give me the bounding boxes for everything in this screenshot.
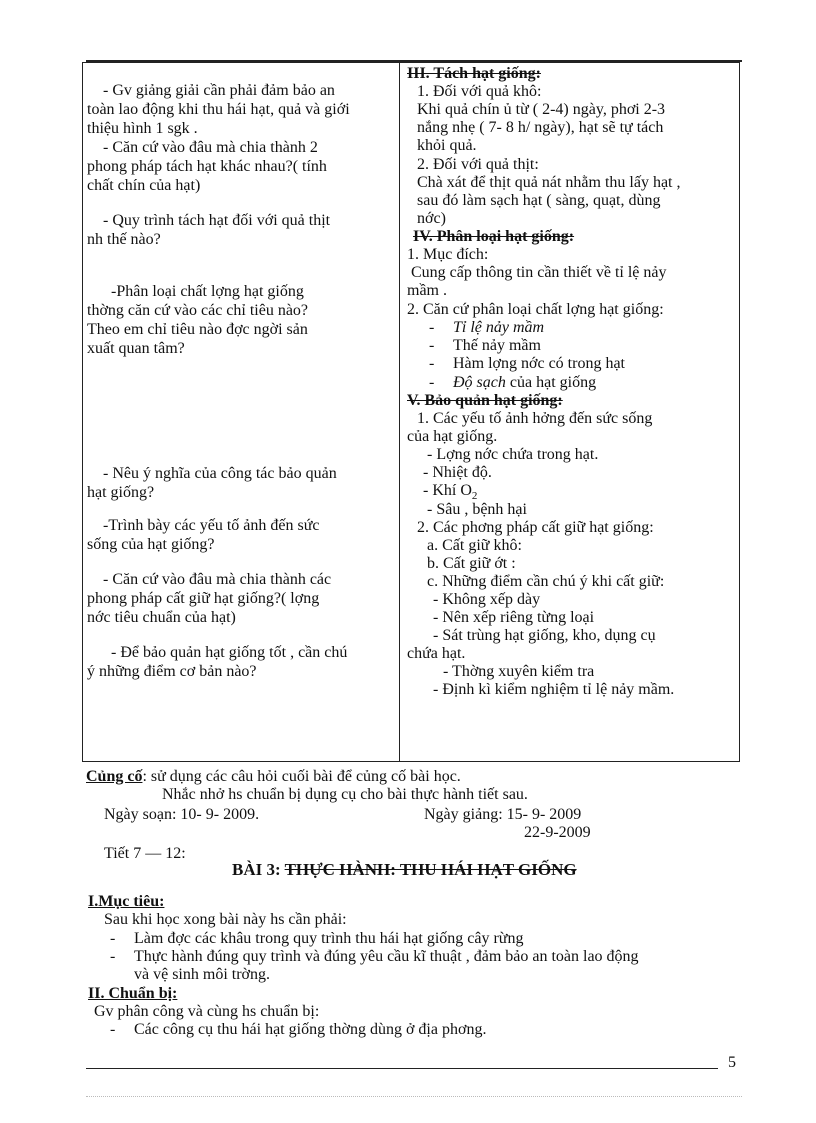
objective-item: Thực hành đúng quy trình và đúng yêu cầu kĩ thuật , đảm bảo an toàn lao động <box>134 948 639 965</box>
right-line: - Lợng nớc chứa trong hạt. <box>427 446 599 463</box>
right-line: của hạt giống. <box>407 428 498 445</box>
right-line: 1. Đối với quả khô: <box>417 83 542 100</box>
objective-item-cont: và vệ sinh môi trờng. <box>134 966 270 983</box>
left-line: ý những điểm cơ bản nào? <box>87 663 257 680</box>
lesson-title-text: THỰC HÀNH: THU HÁI HẠT GIỐNG <box>284 860 577 879</box>
column-divider <box>399 63 400 761</box>
footer-rule <box>86 1068 718 1069</box>
consolidation-label: Củng cố <box>86 768 143 785</box>
left-line: -Phân loại chất lợng hạt giống <box>111 283 304 300</box>
right-line: - Không xếp dày <box>433 591 541 608</box>
left-line: xuất quan tâm? <box>87 340 185 357</box>
right-line: khỏi quả. <box>417 137 477 154</box>
teaching-date-2: 22-9-2009 <box>524 824 591 841</box>
right-line: nớc) <box>417 210 446 227</box>
bullet-dash: - <box>110 1021 116 1038</box>
bullet-dash: - <box>429 337 435 354</box>
left-line: phong pháp tách hạt khác nhau?( tính <box>87 158 327 175</box>
lesson-number: BÀI 3: <box>232 860 285 879</box>
section-heading-tach-hat: III. Tách hạt giống: <box>407 65 541 82</box>
lesson-title <box>232 860 577 880</box>
left-line: - Gv giảng giải cần phải đảm bảo an <box>103 82 335 99</box>
reminder-line: Nhắc nhở hs chuẩn bị dụng cụ cho bài thực hành tiết sau. <box>162 786 528 803</box>
left-line: - Căn cứ vào đâu mà chia thành 2 <box>103 139 318 156</box>
right-line: Chà xát để thịt quả nát nhằm thu lấy hạt , <box>417 174 681 191</box>
right-line: sau đó làm sạch hạt ( sàng, quạt, dùng <box>417 192 661 209</box>
section-heading-bao-quan: V. Bảo quản hạt giống: <box>407 392 563 409</box>
right-line: 2. Căn cứ phân loại chất lợng hạt giống: <box>407 301 664 318</box>
criterion-germination-rate: Tỉ lệ nảy mầm <box>453 319 545 336</box>
bullet-dash: - <box>110 948 116 965</box>
purity-label: Độ sạch <box>453 374 506 391</box>
right-line: - Nên xếp riêng từng loại <box>433 609 595 626</box>
right-line: 2. Các phơng pháp cất giữ hạt giống: <box>417 519 654 536</box>
right-line: Cung cấp thông tin cần thiết về tỉ lệ nảy <box>411 264 667 281</box>
right-line: a. Cất giữ khô: <box>427 537 522 554</box>
left-line: Theo em chỉ tiêu nào đợc ngời sản <box>87 321 308 338</box>
left-line: - Quy trình tách hạt đối với quả thịt <box>103 212 331 229</box>
bullet-dash: - <box>429 319 435 336</box>
left-line: thiệu hình 1 sgk . <box>87 120 198 137</box>
right-line: - Nhiệt độ. <box>423 464 492 481</box>
preparation-heading: II. Chuẩn bị: <box>88 985 178 1002</box>
left-line: toàn lao động khi thu hái hạt, quả và giới <box>87 101 350 118</box>
left-line: phong pháp cất giữ hạt giống?( lợng <box>87 590 320 607</box>
left-line: -Trình bày các yếu tố ảnh đến sức <box>103 517 320 534</box>
objective-item: Làm đợc các khâu trong quy trình thu hái hạt giống cây rừng <box>134 930 524 947</box>
right-line: - Định kì kiểm nghiệm tỉ lệ nảy mầm. <box>433 681 675 698</box>
purity-rest: của hạt giống <box>505 374 597 391</box>
preparation-intro: Gv phân công và cùng hs chuẩn bị: <box>94 1003 320 1020</box>
gas-subscript: 2 <box>471 490 478 503</box>
bullet-dash: - <box>429 355 435 372</box>
left-line: - Căn cứ vào đâu mà chia thành các <box>103 571 332 588</box>
teaching-date: Ngày giảng: 15- 9- 2009 <box>424 806 582 823</box>
page-number: 5 <box>728 1054 736 1071</box>
criterion-moisture: Hàm lợng nớc có trong hạt <box>453 355 625 372</box>
right-line: - Thờng xuyên kiểm tra <box>443 663 595 680</box>
lesson-table <box>82 62 740 762</box>
criterion-germination-vigor: Thế nảy mầm <box>453 337 541 354</box>
section-heading-phan-loai: IV. Phân loại hạt giống: <box>413 228 575 245</box>
right-line: - Sâu , bệnh hại <box>427 501 527 518</box>
prepared-date: Ngày soạn: 10- 9- 2009. <box>104 806 260 823</box>
objectives-intro: Sau khi học xong bài này hs cần phải: <box>104 911 347 928</box>
right-line: 1. Các yếu tố ảnh hởng đến sức sống <box>417 410 653 427</box>
period-label: Tiết 7 — 12: <box>104 845 186 862</box>
right-line: b. Cất giữ ớt : <box>427 555 516 572</box>
page-edge <box>86 1096 742 1097</box>
right-line: 1. Mục đích: <box>407 246 489 263</box>
objectives-heading: I.Mục tiêu: <box>88 893 165 910</box>
criterion-purity <box>453 374 596 392</box>
right-line: nắng nhẹ ( 7- 8 h/ ngày), hạt sẽ tự tách <box>417 119 664 136</box>
left-line: nh thế nào? <box>87 231 161 248</box>
preparation-item: Các công cụ thu hái hạt giống thờng dùng ở địa phơng. <box>134 1021 487 1038</box>
right-line: c. Những điểm cần chú ý khi cất giữ: <box>427 573 665 590</box>
right-line: 2. Đối với quả thịt: <box>417 156 539 173</box>
left-line: - Nêu ý nghĩa của công tác bảo quản <box>103 465 337 482</box>
consolidation-line <box>86 768 461 786</box>
bullet-dash: - <box>429 374 435 391</box>
right-line: - Sát trùng hạt giống, kho, dụng cụ <box>433 627 656 644</box>
gas-label: - Khí O <box>423 482 472 499</box>
left-line: - Để bảo quản hạt giống tốt , cần chú <box>111 644 348 661</box>
left-line: thờng căn cứ vào các chỉ tiêu nào? <box>87 302 309 319</box>
right-line: chứa hạt. <box>407 645 466 662</box>
right-line: Khi quả chín ủ từ ( 2-4) ngày, phơi 2-3 <box>417 101 666 118</box>
left-line: sống của hạt giống? <box>87 536 215 553</box>
bullet-dash: - <box>110 930 116 947</box>
right-line: mầm . <box>407 282 447 299</box>
consolidation-text: : sử dụng các câu hỏi cuối bài để củng cố bài học. <box>142 768 461 785</box>
left-line: hạt giống? <box>87 484 155 501</box>
left-line: chất chín của hạt) <box>87 177 201 194</box>
left-line: nớc tiêu chuẩn của hạt) <box>87 609 236 626</box>
